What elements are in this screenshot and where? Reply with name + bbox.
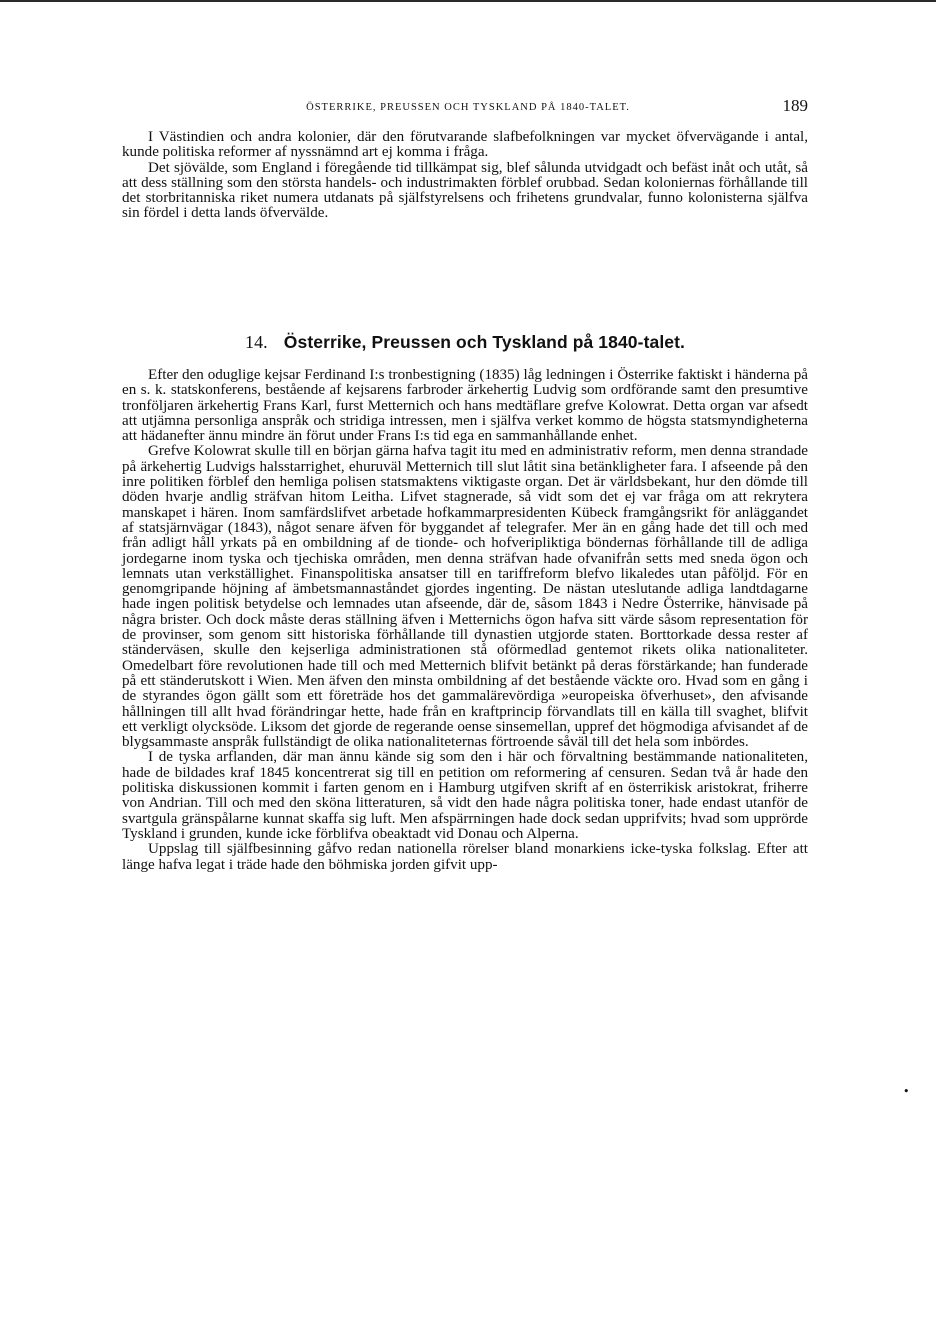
section-heading [122,332,808,353]
paragraph: Det sjövälde, som England i föregående tid tillkämpat sig, blef sålunda utvidgadt och befäst inåt och utåt, så att dess ställning som den största handels- och industrimakten förblef orubbad. Sedan koloniernas förhållande till det storbritanniska riket numera utdanats på själfstyrelsens och frihetens grundvalar, funno kolonisterna själfva sin fördel i detta lands öfvervälde. [122,159,808,222]
section-title: Österrike, Preussen och Tyskland på 1840-talet. [283,332,686,352]
section-colonies-text [122,130,808,222]
paragraph: I Västindien och andra kolonier, där den förutvarande slafbefolkningen var mycket öfvervägande i antal, kunde politiska reformer af nyssnämnd art ej komma i fråga. [122,129,808,161]
section-number: 14. [244,332,268,352]
running-head: ÖSTERRIKE, PREUSSEN OCH TYSKLAND PÅ 1840-TALET. [306,102,630,113]
section-austria-text [122,368,808,873]
top-rule [0,0,936,2]
paragraph: Uppslag till själfbesinning gåfvo redan nationella rörelser bland monarkiens icke-tyska folkslag. Efter att länge hafva legat i träde hade den böhmiska jorden gifvit upp- [122,841,808,873]
margin-dot-marker: • [903,1085,910,1098]
paragraph: Efter den oduglige kejsar Ferdinand I:s tronbestigning (1835) låg ledningen i Österrike faktiskt i händerna på en s. k. statskonferens, bestående af kejsarens farbroder ärkehertig Ludvig som ordförande samt den presumtive tronföljaren ärkehertig Frans Karl, furst Metternich och hans medtäflare grefve Kolowrat. Detta organ var afsedt att utjämna personliga anspråk och stridiga intressen, men i själfva verket kommo de högsta statsmyndigheterna att hädanefter ännu mindre än förut under Frans I:s tid ega en sammanhållande enhet. [122,367,808,445]
paragraph: I de tyska arflanden, där man ännu kände sig som den i här och förvaltning bestämmande nationaliteten, hade de bildades kraf 1845 koncentrerat sig till en petition om reformering af censuren. Sedan två år hade den politiska diskussionen kommit i farten genom en i Hamburg utgifven skrift af en österrikisk aristokrat, friherre von Andrian. Till och med den sköna litteraturen, så vidt den hade några politiska toner, hade endast utanför de svartgula gränspålarne kunnat skaffa sig luft. Men afspärrningen hade dock sedan upprifvits; hvad som upprörde Tyskland i grunden, kunde icke förblifva obeaktadt vid Donau och Alperna. [122,749,808,842]
page-number: 189 [782,96,808,115]
paragraph: Grefve Kolowrat skulle till en början gärna hafva tagit itu med en administrativ reform, men denna strandade på ärkehertig Ludvigs halsstarrighet, ehuruväl Metternich till slut låtit sina betänkligheter fara. I afseende på den inre politiken förblef den hemliga polisen statsmaktens viktigaste organ. Det är världsbekant, hur den dömde till döden hvarje andlig sträfvan hitom Leitha. Lifvet stagnerade, så vidt som det ej var fråga om att rekrytera manskapet i hären. Inom samfärdslifvet arbetade hofkammarpresidenten Kübeck framgångsrikt för anläggandet af statsjärnvägar (1843), något senare äfven för byggandet af telegrafer. Mer än en gång hade det till och med från adligt håll yrkats på en ombildning af de tionde- och hofveripliktiga böndernas förhållande till de adliga jordegarne inom tyska och tjechiska områden, men denna sträfvan hade ofvanifrån setts med sneda ögon och lemnats utan verkställighet. Finanspolitiska ansatser till en tariffreform blefvo likaledes utan påföljd. För en genomgripande höjning af ämbetsmannaståndet gjordes ingenting. De nästan uteslutande adliga landtdagarne hade ingen politisk betydelse och lemnades utan afseende, där de, såsom 1843 i Nedre Österrike, hänvisade på några brister. Och dock måste deras ställning äfven i Metternichs ögon hafva sitt värde såsom representation för de provinser, som genom sitt historiska förhållande till dynastien utgjorde staten. Borttorkade dessa rester af ständerväsen, skulle den kejserliga administrationen stå oförmedlad gentemot rikets olika nationaliteter. Omedelbart före revolutionen hade till och med Metternich blifvit betänkt på deras förstärkande; han funderade på ett ständerutskott i Wien. Men äfven den minsta ombildning af det bestående väckte oro. Hvad som en gång i de styrandes ögon gällt som ett företräde hos det gammalärevördiga »europeiska öfverhuset», den afvisande hållningen till allt hvad förändringar hette, hade från en kraftprincip förvandlats till en källa till svaghet, blifvit ett verkligt olycksöde. Liksom det gjorde de regerande oense sinsemellan, uppref det högmodiga afvisandet af de blygsammaste anspråk fullständigt de olika nationaliteternas förtroende såväl till det hela som inbördes. [122,443,808,751]
page-header [118,96,808,120]
